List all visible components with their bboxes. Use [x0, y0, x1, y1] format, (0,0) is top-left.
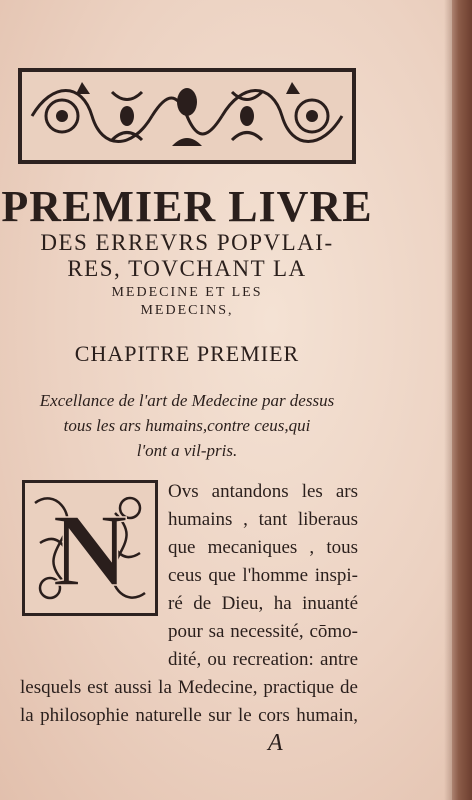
- body-line-9: la philosophie naturelle sur le cors humain,: [20, 705, 358, 726]
- ornamental-headpiece: [18, 68, 356, 164]
- subtitle-line-2: RES, TOVCHANT LA: [67, 256, 307, 281]
- decorated-initial: [22, 480, 158, 616]
- body-line-2: humains , tant liberaus: [168, 509, 358, 530]
- body-line-6: pour sa necessité, cōmo-: [168, 621, 358, 642]
- decorated-initial-n-icon: [25, 483, 155, 613]
- body-line-8: lesquels est aussi la Medecine, practique de: [20, 677, 358, 698]
- subtitle-line-4: MEDECINS,: [140, 303, 234, 318]
- subtitle-line-1: DES ERREVRS POPVLAI-: [40, 230, 334, 255]
- body-line-4: ceus que l'homme inspi-: [168, 565, 358, 586]
- chapter-summary-line-1: Excellance de l'art de Medecine par dessus: [39, 391, 335, 410]
- chapter-heading: CHAPITRE PREMIER: [74, 341, 300, 366]
- initial-letter: N: [52, 493, 128, 608]
- body-line-5: ré de Dieu, ha inuanté: [168, 593, 358, 614]
- book-title: PREMIER LIVRE: [1, 182, 373, 231]
- body-line-7: dité, ou recreation: antre: [168, 649, 358, 670]
- body-line-1: Ovs antandons les ars: [168, 481, 358, 502]
- chapter-summary-line-3: l'ont a vil-pris.: [136, 441, 238, 460]
- body-line-3: que mecaniques , tous: [168, 537, 358, 558]
- chapter-summary-line-2: tous les ars humains,contre ceus,qui: [63, 416, 311, 435]
- book-spine: [450, 0, 472, 800]
- signature-mark: A: [268, 730, 283, 756]
- foliage-ornament-icon: [22, 72, 352, 160]
- subtitle-line-3: MEDECINE ET LES: [111, 285, 263, 300]
